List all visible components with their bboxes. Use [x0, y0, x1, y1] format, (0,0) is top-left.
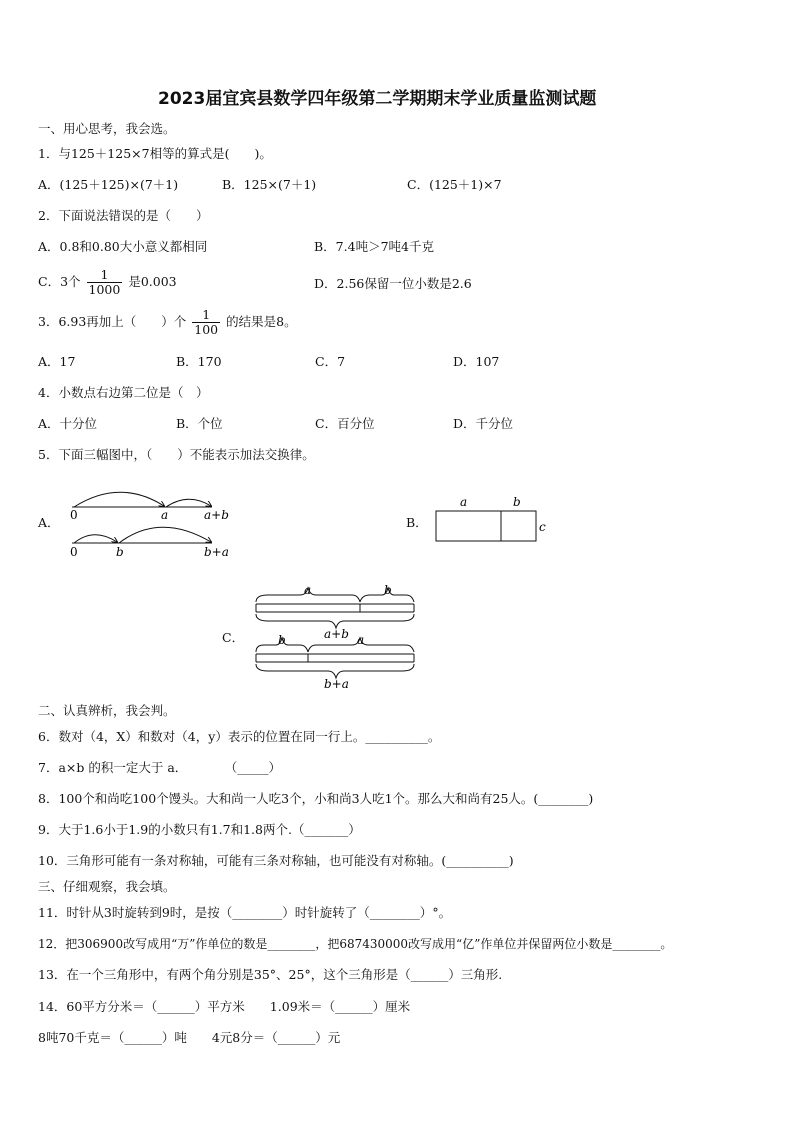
question-1-option-c: C．(125＋1)×7: [407, 177, 502, 192]
question-3-stem: [38, 309, 297, 336]
question-13: 13．在一个三角形中，有两个角分别是35°、25°，这个三角形是（______）三角形.: [38, 967, 503, 982]
question-3-option-d: D．107: [453, 354, 500, 369]
question-4-option-c: C．百分位: [315, 416, 375, 431]
section-heading-2: 二、认真辨析，我会判。: [38, 703, 176, 718]
fig-a-zero-label: 0: [70, 508, 78, 522]
fraction-denominator: 100: [194, 321, 219, 337]
question-2-option-c-suffix: 是0.003: [128, 274, 177, 289]
fig-c-b2-label: b: [278, 633, 286, 647]
question-4-stem: 4．小数点右边第二位是（ ）: [38, 385, 209, 400]
question-3-stem-prefix: 3．6.93再加上（ ）个: [38, 314, 187, 329]
fig-c-a2-label: a: [357, 633, 365, 647]
fig-c-a1-label: a: [304, 583, 312, 597]
fig-a-zero2-label: 0: [70, 545, 78, 559]
fig-c-b1-label: b: [384, 583, 392, 597]
fig-a-bpa-label: b+a: [204, 545, 229, 559]
question-6: 6．数对（4，X）和数对（4，y）表示的位置在同一行上。__________。: [38, 729, 441, 744]
figure-b-label: B．: [406, 515, 428, 530]
question-4-option-a: A．十分位: [38, 416, 98, 431]
question-2-option-c-prefix: C．3个: [38, 274, 81, 289]
fraction-one-thousandth: [87, 269, 123, 296]
question-2-option-b: B．7.4吨＞7吨4千克: [314, 239, 434, 254]
question-2-option-d: D．2.56保留一位小数是2.6: [314, 276, 472, 291]
figure-b-rectangle: [430, 494, 560, 546]
question-4-option-d: D．千分位: [453, 416, 514, 431]
fraction-numerator: 1: [87, 269, 123, 283]
fig-a-a-label: a: [161, 508, 169, 522]
question-11: 11．时针从3时旋转到9时，是按（________）时针旋转了（________）°。: [38, 905, 452, 920]
question-14-line-1: 14．60平方分米＝（______）平方米 1.09米＝（______）厘米: [38, 999, 411, 1014]
question-3-stem-suffix: 的结果是8。: [226, 314, 297, 329]
question-3-option-b: B．170: [176, 354, 222, 369]
fraction-numerator: 1: [192, 309, 220, 323]
fig-b-a-label: a: [460, 495, 468, 509]
fraction-one-hundredth: [192, 309, 220, 336]
fraction-denominator: 1000: [88, 281, 121, 297]
figure-a-label: A．: [38, 515, 60, 530]
figure-c-bar-model: [248, 582, 422, 690]
question-5-stem: 5．下面三幅图中，（ ）不能表示加法交换律。: [38, 447, 315, 462]
question-4-option-b: B．个位: [176, 416, 223, 431]
question-14-line-2: 8吨70千克＝（______）吨 4元8分＝（______）元: [38, 1030, 341, 1045]
question-10: 10．三角形可能有一条对称轴，可能有三条对称轴，也可能没有对称轴。(__________): [38, 853, 514, 868]
question-1-option-a: A．(125＋125)×(7＋1): [38, 177, 179, 192]
question-2-option-c: [38, 269, 177, 296]
fig-c-apb-label: a+b: [324, 627, 349, 641]
fig-a-apb-label: a+b: [204, 508, 229, 522]
question-9: 9．大于1.6小于1.9的小数只有1.7和1.8两个.（_______）: [38, 822, 361, 837]
fig-a-b-label: b: [116, 545, 124, 559]
question-3-option-a: A．17: [38, 354, 76, 369]
fig-b-c-label: c: [539, 520, 546, 534]
section-heading-3: 三、仔细观察，我会填。: [38, 879, 176, 894]
question-2-option-a: A．0.8和0.80大小意义都相同: [38, 239, 208, 254]
section-heading-1: 一、用心思考，我会选。: [38, 121, 176, 136]
page-title: 2023届宜宾县数学四年级第二学期期末学业质量监测试题: [158, 89, 597, 109]
question-2-stem: 2．下面说法错误的是（ ）: [38, 208, 209, 223]
figure-c-label: C．: [222, 630, 245, 645]
question-8: 8．100个和尚吃100个馒头。大和尚一人吃3个，小和尚3人吃1个。那么大和尚有25人。(________): [38, 791, 594, 806]
question-1-option-b: B．125×(7＋1): [222, 177, 317, 192]
question-1-stem: 1．与125＋125×7相等的算式是( )。: [38, 146, 272, 161]
figure-a-number-lines: [60, 482, 240, 564]
question-12: 12．把306900改写成用“万”作单位的数是________，把687430000改写成用“亿”作单位并保留两位小数是________。: [38, 937, 673, 951]
fig-b-b-label: b: [513, 495, 521, 509]
question-7: 7．a×b 的积一定大于 a． （_____）: [38, 760, 282, 775]
fig-c-bpa-label: b+a: [324, 677, 349, 690]
question-3-option-c: C．7: [315, 354, 346, 369]
